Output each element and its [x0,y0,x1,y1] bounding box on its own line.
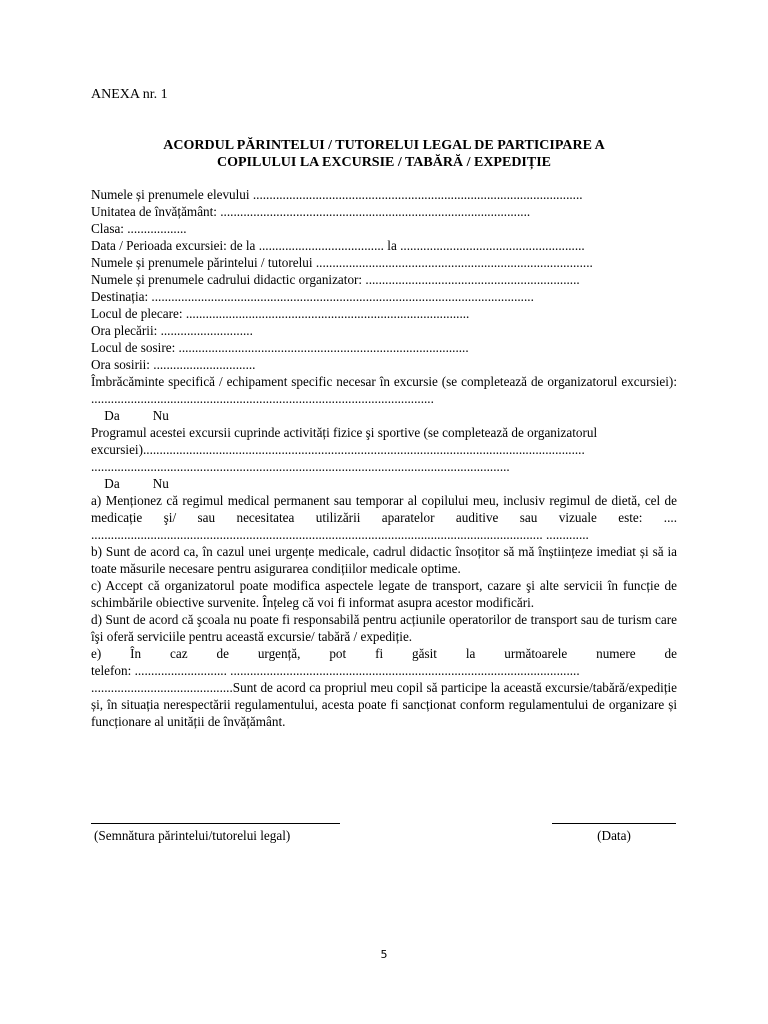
parent-signature-label: (Semnătura părintelui/tutorelui legal) [94,828,291,843]
clause-a[interactable]: a) Menționez că regimul medical permanent sau temporar al copilului meu, inclusiv regimul de dietă, cel de medicație şi/ sau necesitatea utilizării aparatelor auditive sau vizuale este: .... ......................................................................................................................................... ............. [91,493,677,542]
title-line-2: COPILULUI LA EXCURSIE / TABĂRĂ / EXPEDIȚIE [217,155,551,170]
title-line-1: ACORDUL PĂRINTELUI / TUTORELUI LEGAL DE PARTICIPARE A [163,138,605,153]
checkbox-icon[interactable] [139,476,143,491]
physical-question[interactable] [91,424,677,441]
clause-e-line-1: e) În caz de urgență, pot fi găsit la următoarele numere de [91,646,677,661]
checkbox-icon[interactable] [91,476,95,491]
physical-question-line-3[interactable]: ............................................................................................................................... [91,459,510,474]
field-school[interactable]: Unitatea de învățământ: .............................................................................................. [91,204,531,219]
checkbox-icon[interactable] [91,408,95,423]
clause-e-consent: ...........................................Sunt de acord ca propriul meu copil să participe la această excursie/tabără/expediție și, în situația nerespectării regulamentului, acesta poate fi sancționat conform regulamentului de organizare și funcționare al unității de învățământ. [91,680,677,729]
document-title [91,137,677,171]
clause-e-phone[interactable]: telefon: ............................ .......................................................................................................... [91,663,580,678]
field-parent-name[interactable]: Numele și prenumele părintelui / tutorelui .................................................................................... [91,255,593,270]
parent-signature-block [91,813,340,844]
date-label: (Data) [597,828,631,843]
page-number: 5 [380,948,388,961]
field-departure-time[interactable]: Ora plecării: ............................ [91,323,253,338]
field-departure-place[interactable]: Locul de plecare: ...................................................................................... [91,306,470,321]
field-teacher-name[interactable]: Numele și prenumele cadrului didactic organizator: ................................................................. [91,272,580,287]
date-signature-block [552,813,676,844]
equipment-options [91,407,677,424]
field-arrival-time[interactable]: Ora sosirii: ............................... [91,357,256,372]
clause-d: d) Sunt de acord că şcoala nu poate fi responsabilă pentru acțiunile operatorilor de transport sau de turism care îşi oferă serviciile pentru această excursie/ tabără / expediție. [91,612,677,644]
physical-question-text: Programul acestei excursii cuprinde activități fizice şi sportive (se completează de organizatorul [91,425,598,440]
option-nu[interactable]: Nu [149,476,169,491]
clause-b: b) Sunt de acord ca, în cazul unei urgențe medicale, cadrul didactic însoțitor să mă înștiințeze imediat și să ia toate măsurile necesare pentru asigurarea condițiilor medicale optime. [91,544,677,576]
field-trip-period[interactable]: Data / Perioada excursiei: de la ...................................... la ........................................................ [91,238,585,253]
physical-question-line-2[interactable]: excursiei)...................................................................................................................................... [91,442,585,457]
annex-label: ANEXA nr. 1 [91,87,168,102]
option-da[interactable]: Da [101,408,120,423]
option-nu[interactable]: Nu [149,408,169,423]
field-destination[interactable]: Destinația: .................................................................................................................... [91,289,534,304]
clause-c: c) Accept că organizatorul poate modifica aspectele legate de transport, cazare şi alte servicii în funcție de schimbările obiective survenite. Înțeleg că voi fi informat asupra acestor modificări. [91,578,677,610]
checkbox-icon[interactable] [139,408,143,423]
option-da[interactable]: Da [101,476,120,491]
equipment-question[interactable]: Îmbrăcăminte specifică / echipament specific necesar în excursie (se completează de organizatorul excursiei): ........................................................................................................ [91,374,677,406]
field-arrival-place[interactable]: Locul de sosire: ........................................................................................ [91,340,469,355]
field-student-name[interactable]: Numele și prenumele elevului .................................................................................................... [91,187,583,202]
consent-form [91,186,677,730]
parent-signature-line[interactable] [91,813,340,824]
field-class[interactable]: Clasa: .................. [91,221,187,236]
date-line[interactable] [552,813,676,824]
physical-options [91,475,677,492]
